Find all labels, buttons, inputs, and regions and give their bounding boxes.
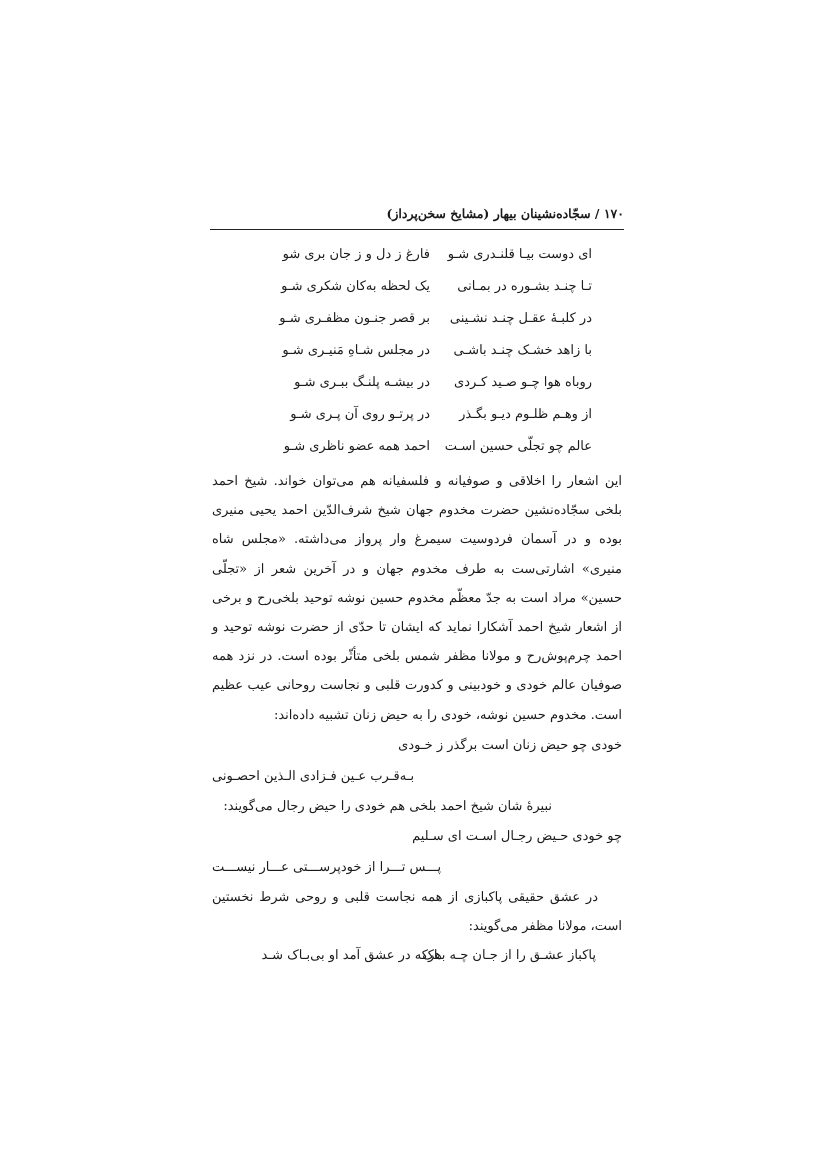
running-header <box>210 204 624 224</box>
poem-couplet <box>212 435 622 467</box>
hemistich-second: در مجلس شـاهِ مَنیـری شـو <box>282 343 430 358</box>
verse-line-second: بـه‌قـرب عـین فـزادی الـذین احصـونی <box>212 768 415 784</box>
body-text <box>212 243 622 975</box>
header-rule <box>210 229 624 230</box>
hemistich-second: در پرتـو روی آن پـری شـو <box>290 407 430 422</box>
poem-couplet-final <box>212 941 622 975</box>
hemistich-first: تـا چنـد بشـوره در بمـانی <box>457 279 592 294</box>
hemistich-second: فارغ ز دل و ز جان بری شو <box>282 247 430 262</box>
hemistich-first: عالم چو تجلّی حسین اسـت <box>444 439 592 454</box>
paragraph-love: در عشق حقیقی پاکبازی از همه نجاست قلبی و روحی شرط نخستین است، مولانا مظفر می‌گویند: <box>212 890 622 935</box>
hemistich-first: با زاهد خشـک چنـد باشـی <box>453 343 592 358</box>
verse-line-first: خودی چو حیض زنان است برگذر ز خـودی <box>398 737 622 753</box>
hemistich-second: هرکه در عشق آمد او بی‌بـاک شـد <box>261 948 442 964</box>
paragraph-grandson: نبیرهٔ شان شیخ احمد بلخی هم خودی را حیض رجال می‌گویند: <box>223 798 552 814</box>
hemistich-first: روباه هوا چـو صـید کـردی <box>454 375 592 390</box>
hemistich-first: از وهـم ظلـوم دیـو بگـذر <box>459 407 592 422</box>
hemistich-second: بر قصر جنـون مظفـری شـو <box>279 311 430 326</box>
page-number: ۱۷۰ <box>603 206 624 221</box>
book-title: سجّاده‌نشینان بیهار (مشایخ سخن‌پرداز) <box>386 206 591 221</box>
hemistich-first: در کلبـهٔ عقـل چنـد نشـینی <box>449 311 592 326</box>
poem-couplet <box>212 339 622 371</box>
poem-couplet <box>212 307 622 339</box>
hemistich-second: احمد همه عضو ناظری شـو <box>283 439 430 454</box>
poem-couplet <box>212 243 622 275</box>
verse-line-second: پـــس تـــرا از خودپرســـتی عـــار نیســـت <box>212 860 442 876</box>
hemistich-second: یک لحظه به‌کان شکری شـو <box>281 279 430 294</box>
poem-couplet <box>212 403 622 435</box>
poem-couplet <box>212 275 622 307</box>
header-separator: / <box>594 206 600 221</box>
verse-line-first: چو خودی حـیض رجـال اسـت ای سـلیم <box>412 829 622 845</box>
poem-couplet <box>212 371 622 403</box>
hemistich-first: ای دوست بیـا قلنـدری شـو <box>447 247 592 262</box>
hemistich-first: پاکباز عشـق را از جـان چـه بـاک <box>422 948 596 964</box>
paragraph-commentary: این اشعار را اخلاقی و صوفیانه و فلسفیانه هم می‌توان خواند. شیخ احمد بلخی سجّاده‌نشین حضرت مخدوم جهان شیخ شرف‌الدّین احمد یحیی منیری بوده و در آسمان فردوسیت سیمرغ وار پرواز می‌داشته. «مجلس شاه منیری» اشارتی‌ست به طرف مخدوم جهان و در آخرین شعر از «تجلّی حسین» مراد است به جدّ معظّم مخدوم حسین نوشه توحید بلخی‌رح و برخی از اشعار شیخ احمد آشکارا نماید که ایشان تا حدّی از حضرت نوشه توحید و احمد چرم‌پوش‌رح و مولانا مظفر شمس بلخی متأثّر بوده است. در نزد همه صوفیان عالم خودی و خودبینی و کدورت قلبی و نجاست روحانی عیب عظیم است. مخدوم حسین نوشه، خودی را به حیض زنان تشبیه داده‌اند: <box>212 474 622 723</box>
hemistich-second: در بیشـه پلنـگ ببـری شـو <box>294 375 430 390</box>
